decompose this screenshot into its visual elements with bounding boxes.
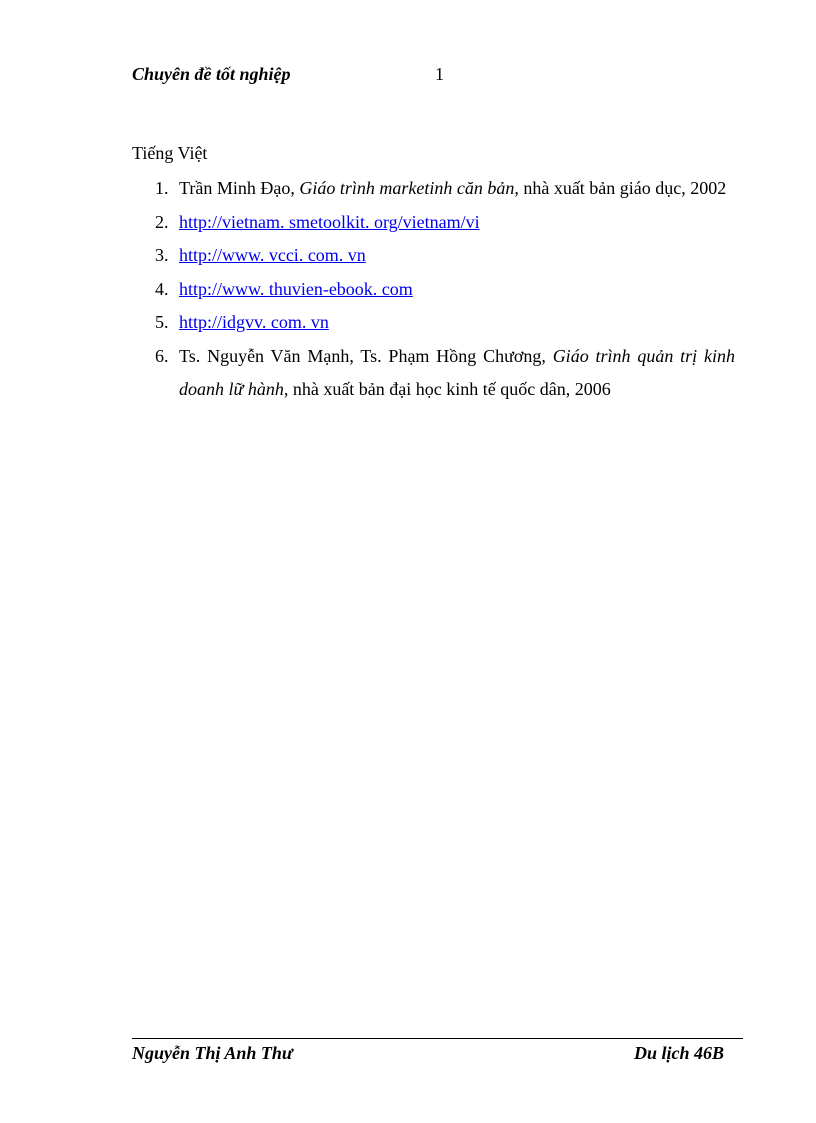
footer-divider — [132, 1038, 743, 1039]
reference-list — [155, 172, 735, 407]
reference-link[interactable]: http://www. thuvien-ebook. com — [179, 278, 413, 299]
reference-item — [155, 172, 735, 206]
reference-text — [179, 306, 735, 340]
reference-number: 2. — [155, 211, 169, 232]
reference-number: 6. — [155, 345, 169, 366]
page-header — [132, 64, 732, 90]
reference-item — [155, 273, 735, 307]
reference-item — [155, 306, 735, 340]
footer-author: Nguyễn Thị Anh Thư — [132, 1043, 293, 1063]
reference-item — [155, 239, 735, 273]
reference-text — [179, 239, 735, 273]
reference-title: Giáo trình marketinh căn bản, — [299, 178, 519, 198]
reference-number: 3. — [155, 245, 169, 265]
reference-link[interactable]: http://idgvv. com. vn — [179, 312, 329, 332]
reference-number: 1. — [155, 178, 169, 198]
reference-publisher: nhà xuất bản đại học kinh tế quốc dân, 2006 — [288, 379, 611, 399]
reference-text — [179, 206, 735, 240]
reference-link[interactable]: http://www. vcci. com. vn — [179, 245, 366, 265]
reference-text — [179, 172, 735, 206]
reference-text — [179, 273, 735, 307]
reference-text — [179, 340, 735, 407]
reference-publisher: nhà xuất bản giáo dục, 2002 — [518, 178, 727, 198]
header-title: Chuyên đề tốt nghiệp — [132, 64, 291, 84]
reference-number: 5. — [155, 312, 169, 332]
reference-author: Trần Minh Đạo, — [179, 178, 300, 198]
reference-number: 4. — [155, 278, 169, 299]
reference-link[interactable]: http://vietnam. smetoolkit. org/vietnam/vi — [179, 211, 480, 232]
reference-item — [155, 340, 735, 407]
reference-author: Ts. Nguyễn Văn Mạnh, Ts. Phạm Hồng Chương, — [179, 345, 553, 366]
section-heading: Tiếng Việt — [132, 143, 208, 163]
footer-class: Du lịch 46B — [633, 1043, 724, 1063]
page-number: 1 — [435, 64, 444, 84]
reference-item — [155, 206, 735, 240]
reference-title: Giáo trình quản trị kinh doanh lữ hành, — [179, 345, 735, 399]
